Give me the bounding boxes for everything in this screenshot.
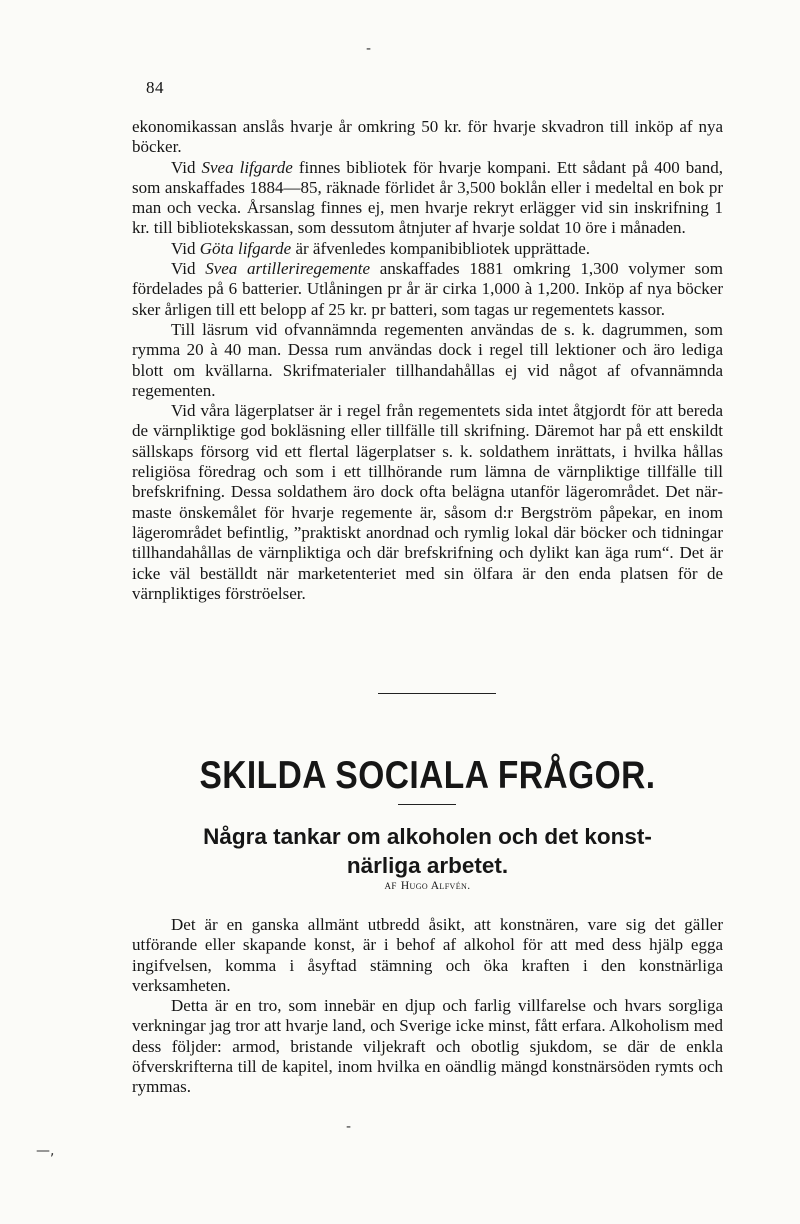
- regiment-name: Svea lifgarde: [201, 157, 293, 177]
- margin-mark: —,: [36, 1143, 55, 1159]
- section-divider: [378, 693, 496, 694]
- article-title: [132, 822, 723, 880]
- paragraph: Vid Göta lifgarde är äfvenledes kompanibibliotek upprättade.: [171, 238, 590, 258]
- paragraph: Vid våra lägerplatser är i regel från regementets sida intet åtgjordt för att bereda de värnpliktige god bokläsning eller tillfälle till skrifning. Däremot har på ett enskildt sällskaps försorg vid ett flertal lägerplatser s. k. soldathem inrättats, i hvilka hållas religiösa föredrag och som i ett tillhörande rum lämna de värnpliktige tillfälle till brefskrifning. Dessa soldathem äro dock ofta belägna utanför lägerområdet. Det närmaste önskemålet för hvarje regemente är, såsom d:r Bergström påpekar, en inom lägerområdet befintlig, ”praktiskt anordnad och rymlig lokal där böcker och tidningar tillhandahållas de värnpliktiga och där brefskrifning och dylikt kan äga rum“. Det är icke väl beställdt när marketenteriet med sin ölfara är den enda platsen för de värnpliktiges förströelser.: [132, 401, 723, 603]
- title-underline: [398, 804, 456, 805]
- byline-prefix: AF: [384, 881, 397, 891]
- paragraph: Det är en ganska allmänt utbredd åsikt, att konstnären, vare sig det gäller utförande eller skapande konst, är i behof af alkohol för att med dess hjälp egga ingifvelsen, komma i åsyftad stämning och öka kraften i den konstnärliga verksamheten.: [132, 915, 723, 995]
- lower-text-column: [132, 915, 723, 1098]
- upper-text-column: [132, 117, 723, 604]
- paragraph: Vid Svea artilleriregemente anskaffades 1881 omkring 1,300 volymer som fördelades på 6 batterier. Utlåningen pr år är cirka 1,000 à 1,200. Inköp af nya böcker sker årligen till ett belopp af 25 kr. pr batteri, som tagas ur regementets kassor.: [132, 259, 724, 319]
- paragraph: Vid Svea lifgarde finnes bibliotek för hvarje kompani. Ett sådant på 400 band, som anskaffades 1884—85, räknade förlidet år 3,500 boklån eller i medeltal en bok pr man och vecka. Årsanslag finnes ej, men hvarje rekryt erlägger vid sin inskrifning 1 kr. till bibliotekskassan, som dessutom åtnjuter af hvarje soldat 10 öre i månaden.: [132, 157, 724, 238]
- regiment-name: Svea artilleriregemente: [205, 259, 371, 279]
- article-title-line: närliga arbetet.: [346, 853, 509, 878]
- regiment-name: Göta lifgarde: [199, 238, 292, 258]
- margin-mark: -: [366, 41, 372, 57]
- paragraph: ekonomikassan anslås hvarje år omkring 50 kr. för hvarje skvadron till inköp af nya böcker.: [132, 117, 723, 157]
- margin-mark: -: [346, 1119, 352, 1135]
- paragraph: Detta är en tro, som innebär en djup och farlig villfarelse och hvars sorgliga verkningar jag tror att hvarje land, och Sverige icke minst, fått erfara. Alkoholism med dess följder: armod, bristande viljekraft och obotlig sjukdom, se där de enkla öfverskrifterna till de kapitel, inom hvilka en oändlig mängd konstnärsöden rymts och rymmas.: [132, 996, 723, 1097]
- page-number: 84: [146, 78, 164, 97]
- author-name: Hugo Alfvén.: [400, 880, 471, 892]
- section-title: SKILDA SOCIALA FRÅGOR.: [199, 754, 656, 797]
- paragraph: Till läsrum vid ofvannämnda regementen användas de s. k. dagrummen, som rymma 20 à 40 man. Dessa rum användas dock i regel till lektioner och äro lediga blott om kvällarna. Skrifmaterialer tillhandahållas ej vid något af ofvannämnda regementen.: [132, 319, 723, 400]
- byline: [132, 880, 723, 892]
- article-title-line: Några tankar om alkoholen och det konst-: [203, 824, 652, 849]
